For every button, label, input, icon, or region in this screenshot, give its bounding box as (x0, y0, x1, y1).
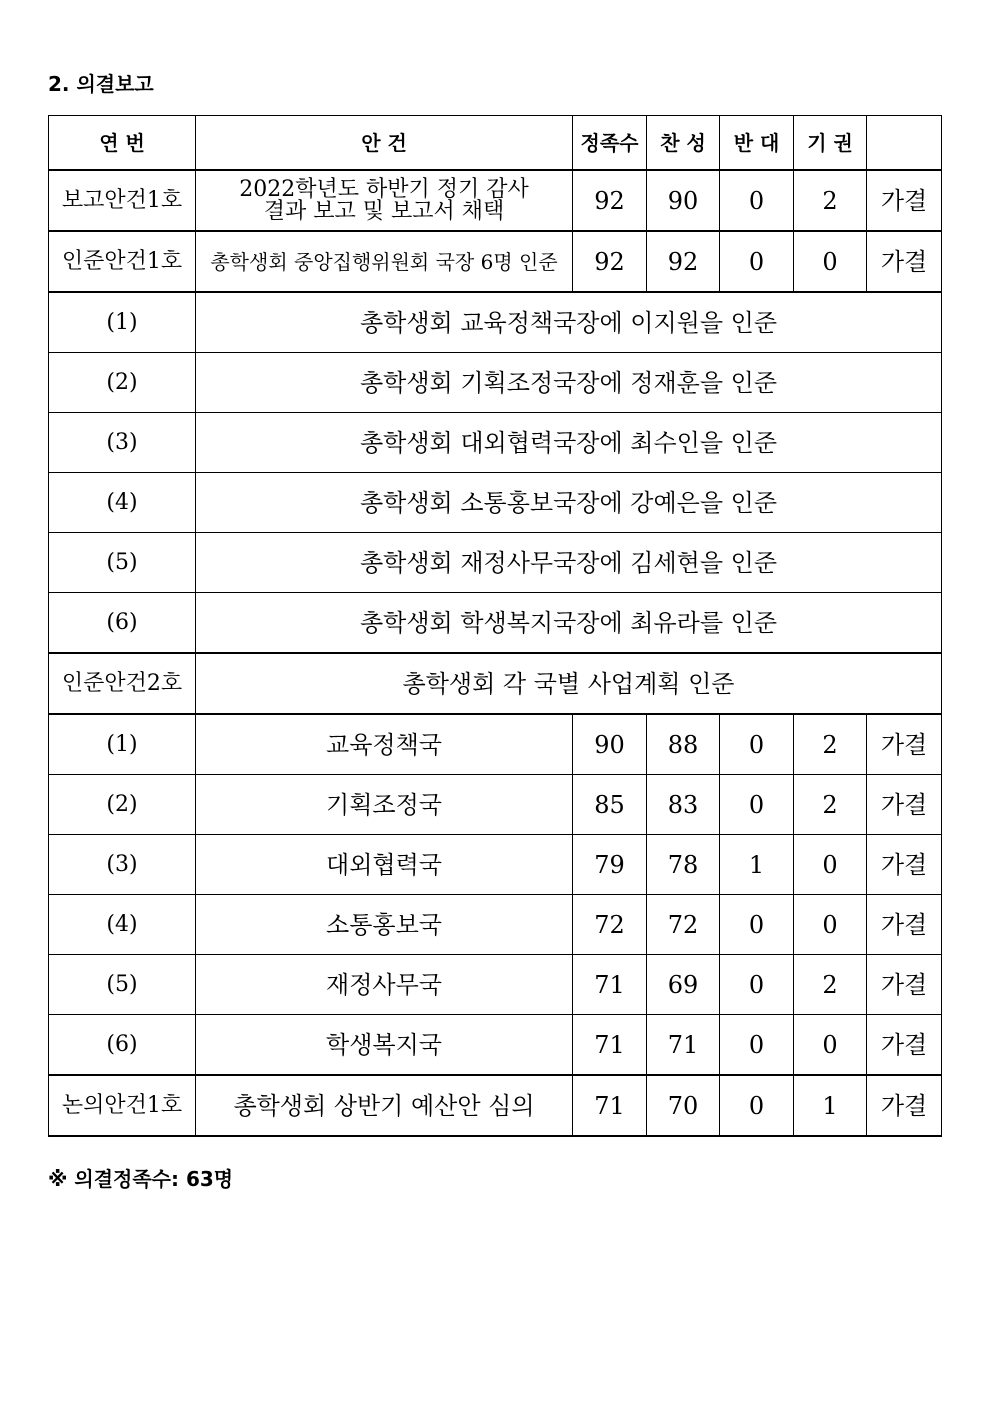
approval2-item-abstain: 2 (794, 955, 867, 1015)
approval1-item-row (49, 353, 942, 413)
approval2-item-number: (2) (49, 775, 196, 835)
report1-quorum: 92 (573, 170, 647, 231)
approval2-item-row (49, 835, 942, 895)
discussion1-row (49, 1075, 942, 1136)
approval1-item-row (49, 292, 942, 353)
header-against: 반 대 (720, 116, 794, 171)
approval1-item-text: 총학생회 대외협력국장에 최수인을 인준 (196, 413, 942, 473)
discussion1-result: 가결 (867, 1075, 942, 1136)
section-heading: 2. 의결보고 (48, 72, 154, 96)
approval2-item-abstain: 2 (794, 775, 867, 835)
approval1-title: 총학생회 중앙집행위원회 국장 6명 인준 (196, 231, 573, 292)
report1-title-line2: 결과 보고 및 보고서 채택 (263, 198, 505, 224)
discussion1-number: 논의안건1호 (49, 1075, 196, 1136)
approval2-item-text: 재정사무국 (196, 955, 573, 1015)
approval2-item-number: (5) (49, 955, 196, 1015)
approval2-item-row (49, 1015, 942, 1076)
approval2-item-row (49, 955, 942, 1015)
approval1-item-row (49, 473, 942, 533)
header-for: 찬 성 (647, 116, 720, 171)
approval2-item-against: 0 (720, 955, 794, 1015)
discussion1-against: 0 (720, 1075, 794, 1136)
approval2-item-quorum: 79 (573, 835, 647, 895)
approval2-row (49, 653, 942, 714)
approval2-item-for: 83 (647, 775, 720, 835)
approval1-item-text: 총학생회 소통홍보국장에 강예은을 인준 (196, 473, 942, 533)
approval2-item-row (49, 895, 942, 955)
approval1-item-number: (6) (49, 593, 196, 654)
report1-title-line1: 2022학년도 하반기 정기 감사 (239, 176, 529, 202)
approval1-item-text: 총학생회 재정사무국장에 김세현을 인준 (196, 533, 942, 593)
approval1-result: 가결 (867, 231, 942, 292)
approval2-item-abstain: 2 (794, 714, 867, 775)
header-result (867, 116, 942, 171)
approval2-item-row (49, 714, 942, 775)
approval2-item-abstain: 0 (794, 895, 867, 955)
approval2-item-text: 대외협력국 (196, 835, 573, 895)
approval1-item-number: (5) (49, 533, 196, 593)
approval2-item-row (49, 775, 942, 835)
discussion1-abstain: 1 (794, 1075, 867, 1136)
approval2-item-text: 소통홍보국 (196, 895, 573, 955)
approval2-item-text: 학생복지국 (196, 1015, 573, 1076)
header-number: 연 번 (49, 116, 196, 171)
approval2-item-against: 0 (720, 1015, 794, 1076)
approval2-item-number: (3) (49, 835, 196, 895)
approval2-item-text: 기획조정국 (196, 775, 573, 835)
header-row (49, 116, 942, 171)
approval1-item-row (49, 593, 942, 654)
approval1-item-text: 총학생회 기획조정국장에 정재훈을 인준 (196, 353, 942, 413)
approval1-item-number: (1) (49, 292, 196, 353)
quorum-footnote: ※ 의결정족수: 63명 (48, 1167, 234, 1191)
approval1-quorum: 92 (573, 231, 647, 292)
approval2-item-against: 0 (720, 714, 794, 775)
approval2-item-quorum: 71 (573, 1015, 647, 1076)
report1-for: 90 (647, 170, 720, 231)
approval2-item-against: 1 (720, 835, 794, 895)
approval1-for: 92 (647, 231, 720, 292)
approval2-item-number: (6) (49, 1015, 196, 1076)
approval2-item-for: 72 (647, 895, 720, 955)
approval1-abstain: 0 (794, 231, 867, 292)
approval2-item-quorum: 72 (573, 895, 647, 955)
approval2-item-result: 가결 (867, 895, 942, 955)
approval1-item-text: 총학생회 교육정책국장에 이지원을 인준 (196, 292, 942, 353)
approval2-title: 총학생회 각 국별 사업계획 인준 (196, 653, 942, 714)
approval2-item-number: (1) (49, 714, 196, 775)
approval2-item-result: 가결 (867, 835, 942, 895)
approval1-against: 0 (720, 231, 794, 292)
header-agenda: 안 건 (196, 116, 573, 171)
header-abstain: 기 권 (794, 116, 867, 171)
approval2-item-against: 0 (720, 775, 794, 835)
report1-result: 가결 (867, 170, 942, 231)
approval2-item-result: 가결 (867, 775, 942, 835)
report1-row (49, 170, 942, 231)
approval1-item-text: 총학생회 학생복지국장에 최유라를 인준 (196, 593, 942, 654)
report1-title (196, 170, 573, 231)
approval2-item-result: 가결 (867, 714, 942, 775)
approval2-item-quorum: 90 (573, 714, 647, 775)
approval2-item-for: 71 (647, 1015, 720, 1076)
report1-against: 0 (720, 170, 794, 231)
approval1-item-number: (2) (49, 353, 196, 413)
approval2-item-for: 88 (647, 714, 720, 775)
approval1-item-number: (4) (49, 473, 196, 533)
approval1-item-row (49, 533, 942, 593)
approval1-row (49, 231, 942, 292)
approval2-item-result: 가결 (867, 955, 942, 1015)
discussion1-title: 총학생회 상반기 예산안 심의 (196, 1075, 573, 1136)
discussion1-for: 70 (647, 1075, 720, 1136)
report1-abstain: 2 (794, 170, 867, 231)
discussion1-quorum: 71 (573, 1075, 647, 1136)
approval1-item-row (49, 413, 942, 473)
approval2-item-result: 가결 (867, 1015, 942, 1076)
approval1-number: 인준안건1호 (49, 231, 196, 292)
resolution-table (48, 115, 942, 1137)
header-quorum: 정족수 (573, 116, 647, 171)
approval1-item-number: (3) (49, 413, 196, 473)
approval2-item-quorum: 71 (573, 955, 647, 1015)
approval2-item-for: 78 (647, 835, 720, 895)
approval2-item-against: 0 (720, 895, 794, 955)
approval2-item-number: (4) (49, 895, 196, 955)
approval2-item-abstain: 0 (794, 1015, 867, 1076)
approval2-number: 인준안건2호 (49, 653, 196, 714)
approval2-item-quorum: 85 (573, 775, 647, 835)
approval2-item-text: 교육정책국 (196, 714, 573, 775)
approval2-item-for: 69 (647, 955, 720, 1015)
approval2-item-abstain: 0 (794, 835, 867, 895)
report1-number: 보고안건1호 (49, 170, 196, 231)
